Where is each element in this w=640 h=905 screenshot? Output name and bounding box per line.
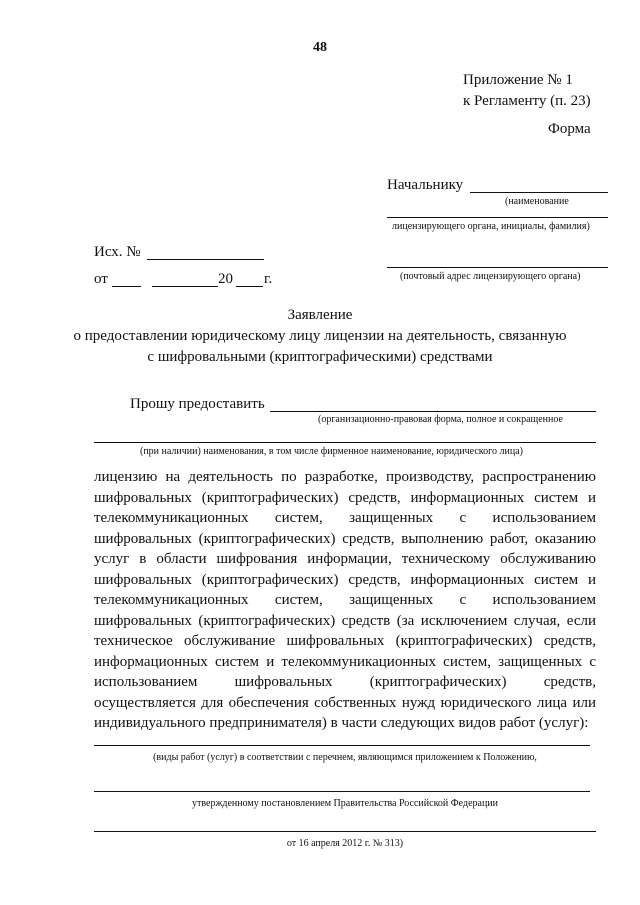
body-line: телекоммуникационных систем, защищенных с использованием	[94, 592, 596, 608]
works-field-3[interactable]	[94, 831, 596, 832]
works-field-1[interactable]	[94, 745, 590, 746]
request-caption-2: (при наличии) наименования, в том числе фирменное наименование, юридического лица)	[140, 446, 523, 457]
org-name-field-2[interactable]	[94, 442, 596, 443]
org-name-field[interactable]	[270, 411, 596, 412]
body-line: использованием шифровальных (криптографических) средств,	[94, 674, 596, 690]
appendix-line-1: Приложение № 1	[463, 72, 573, 88]
outgoing-year-suffix: г.	[264, 271, 273, 287]
body-line: услуг в области шифрования информации, техническому обслуживанию	[94, 551, 596, 567]
appendix-header	[463, 70, 591, 112]
body-line: лицензию на деятельность по разработке, производству, распространению	[94, 469, 596, 485]
body-line: техническое обслуживание шифровальных (криптографических) средств,	[94, 633, 596, 649]
works-caption-3: от 16 апреля 2012 г. № 313)	[286, 838, 404, 849]
body-line: телекоммуникационных систем, защищенных с использованием	[94, 510, 596, 526]
addressee-caption-2: лицензирующего органа, инициалы, фамилия)	[392, 221, 590, 232]
body-paragraph	[94, 467, 596, 734]
request-label: Прошу предоставить	[130, 396, 265, 412]
document-title	[0, 305, 640, 368]
addressee-address-field[interactable]	[387, 267, 608, 268]
outgoing-day-field[interactable]	[112, 286, 141, 287]
addressee-name-field[interactable]	[470, 192, 608, 193]
body-line: шифровальных (криптографических) средств, выполнению работ, оказанию	[94, 530, 596, 547]
title-line-2: о предоставлении юридическому лицу лицензии на деятельность, связанную	[73, 328, 567, 344]
body-line: индивидуального предпринимателя) в части следующих видов работ (услуг):	[94, 715, 589, 731]
page-number: 48	[313, 40, 327, 55]
outgoing-month-field[interactable]	[152, 286, 218, 287]
body-line: осуществляется для обеспечения собственных нужд юридического лица или	[94, 694, 596, 711]
works-caption-2: утвержденному постановлением Правительства Российской Федерации	[192, 798, 498, 809]
appendix-line-2: к Регламенту (п. 23)	[463, 93, 591, 109]
outgoing-number-field[interactable]	[147, 259, 264, 260]
body-line: шифровальных (криптографических) средств (за исключением случая, если	[94, 612, 596, 629]
outgoing-date-label: от	[94, 271, 108, 287]
works-caption-1: (виды работ (услуг) в соответствии с перечнем, являющимся приложением к Положению,	[153, 752, 537, 763]
body-line: информационных систем и телекоммуникационных систем, защищенных с	[94, 653, 596, 670]
body-line: шифровальных (криптографических) средств, информационных систем и	[94, 489, 596, 506]
outgoing-number-label: Исх. №	[94, 244, 141, 260]
title-line-3: с шифровальными (криптографическими) средствами	[147, 349, 493, 365]
works-field-2[interactable]	[94, 791, 590, 792]
request-caption-1: (организационно-правовая форма, полное и сокращенное	[318, 414, 563, 425]
outgoing-year-prefix: 20	[218, 271, 233, 287]
outgoing-year-field[interactable]	[236, 286, 263, 287]
addressee-label: Начальнику	[387, 177, 464, 193]
body-line: шифровальных (криптографических) средств, информационных систем и	[94, 571, 596, 588]
addressee-caption-3: (почтовый адрес лицензирующего органа)	[400, 271, 581, 282]
addressee-org-field[interactable]	[387, 217, 608, 218]
addressee-caption-1: (наименование	[505, 196, 569, 207]
title-line-1: Заявление	[287, 307, 353, 323]
form-label: Форма	[548, 121, 591, 137]
